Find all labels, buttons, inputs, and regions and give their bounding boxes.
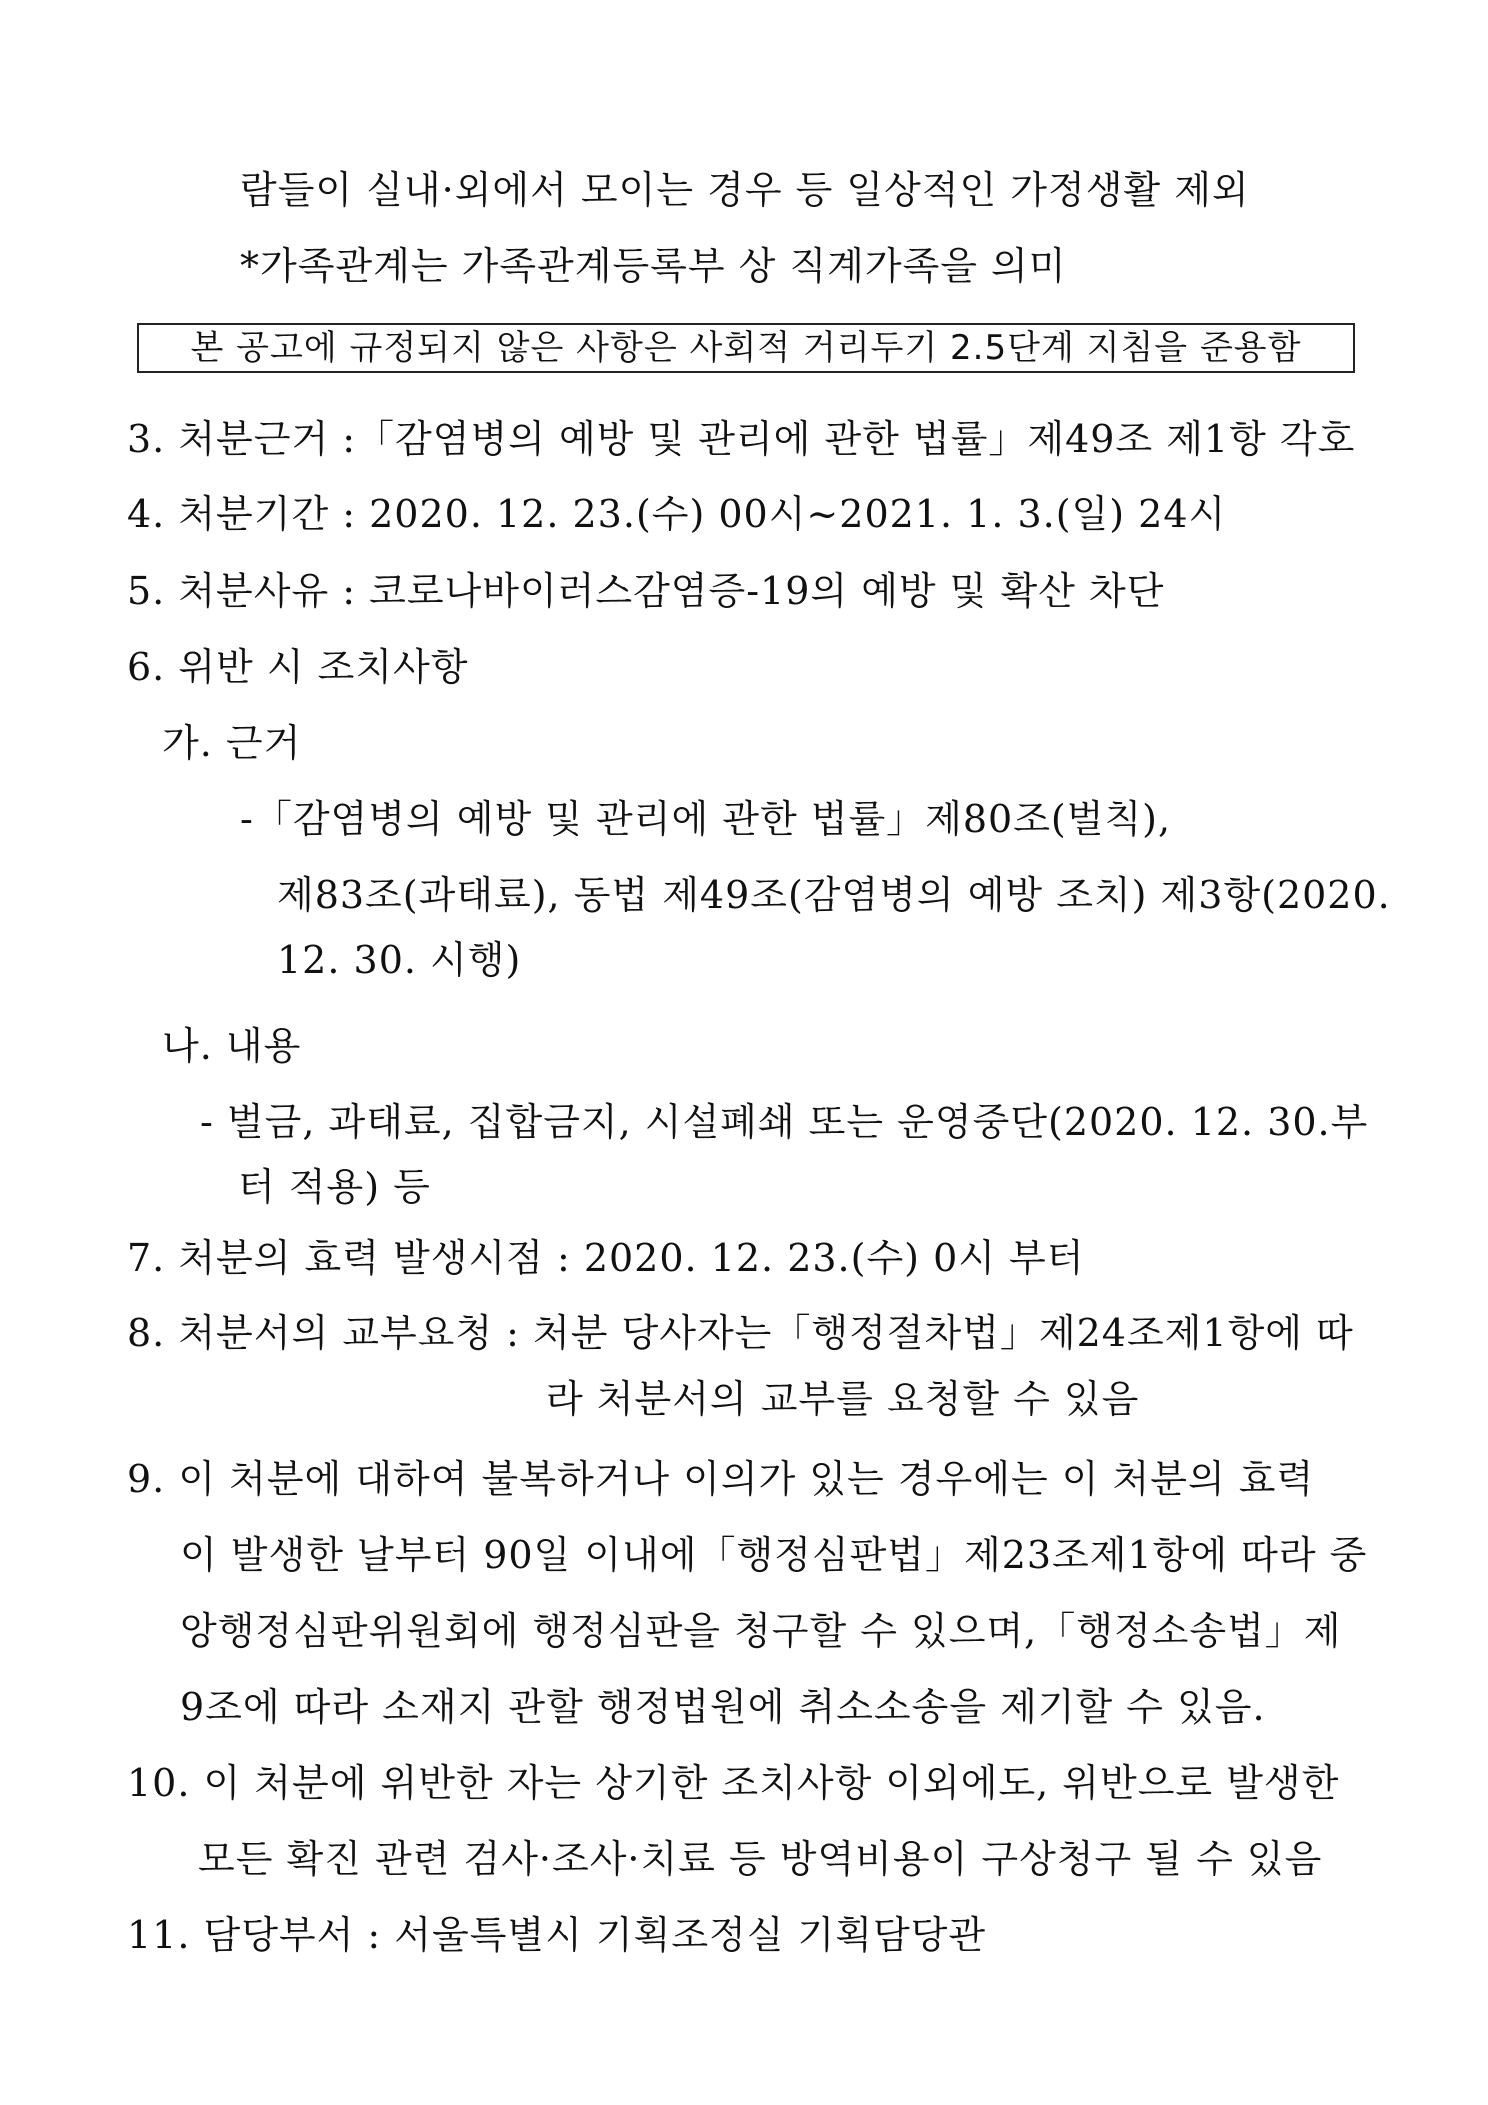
item-10-line-1: 10. 이 처분에 위반한 자는 상기한 조치사항 이외에도, 위반으로 발생한 xyxy=(127,1761,1340,1805)
item-6-ga-line-2: 제83조(과태료), 동법 제49조(감염병의 예방 조치) 제3항(2020. xyxy=(277,873,1391,917)
boxed-note: 본 공고에 규정되지 않은 사항은 사회적 거리두기 2.5단계 지침을 준용함 xyxy=(137,323,1355,373)
item-6-ga-line-1: -「감염병의 예방 및 관리에 관한 법률」제80조(벌칙), xyxy=(240,797,1172,841)
item-6: 6. 위반 시 조치사항 xyxy=(127,645,469,689)
item-9-line-1: 9. 이 처분에 대하여 불복하거나 이의가 있는 경우에는 이 처분의 효력 xyxy=(127,1457,1315,1501)
item-6-ga-line-3: 12. 30. 시행) xyxy=(277,938,522,982)
intro-line-2: *가족관계는 가족관계등록부 상 직계가족을 의미 xyxy=(240,244,1067,288)
item-7: 7. 처분의 효력 발생시점 : 2020. 12. 23.(수) 0시 부터 xyxy=(127,1236,1085,1280)
item-8-line-1: 8. 처분서의 교부요청 : 처분 당사자는「행정절차법」제24조제1항에 따 xyxy=(127,1311,1354,1355)
item-6-na-line-1: - 벌금, 과태료, 집합금지, 시설폐쇄 또는 운영중단(2020. 12. 30.부 xyxy=(200,1100,1369,1144)
item-6-subheading-na: 나. 내용 xyxy=(162,1024,302,1068)
item-8-line-2: 라 처분서의 교부를 요청할 수 있음 xyxy=(546,1377,1140,1421)
item-4: 4. 처분기간 : 2020. 12. 23.(수) 00시~2021. 1. 3.(일) 24시 xyxy=(127,492,1227,536)
item-10-line-2: 모든 확진 관련 검사·조사·치료 등 방역비용이 구상청구 될 수 있음 xyxy=(198,1837,1323,1881)
item-11: 11. 담당부서 : 서울특별시 기획조정실 기획담당관 xyxy=(127,1913,987,1957)
item-5: 5. 처분사유 : 코로나바이러스감염증-19의 예방 및 확산 차단 xyxy=(127,569,1165,613)
item-9-line-2: 이 발생한 날부터 90일 이내에「행정심판법」제23조제1항에 따라 중 xyxy=(180,1533,1368,1577)
item-9-line-3: 앙행정심판위원회에 행정심판을 청구할 수 있으며,「행정소송법」제 xyxy=(180,1609,1342,1653)
item-3: 3. 처분근거 :「감염병의 예방 및 관리에 관한 법률」제49조 제1항 각호 xyxy=(127,417,1356,461)
intro-line-1: 람들이 실내·외에서 모이는 경우 등 일상적인 가정생활 제외 xyxy=(240,168,1250,212)
item-9-line-4: 9조에 따라 소재지 관할 행정법원에 취소소송을 제기할 수 있음. xyxy=(180,1685,1266,1729)
item-6-subheading-ga: 가. 근거 xyxy=(162,721,302,765)
item-6-na-line-2: 터 적용) 등 xyxy=(238,1165,431,1209)
